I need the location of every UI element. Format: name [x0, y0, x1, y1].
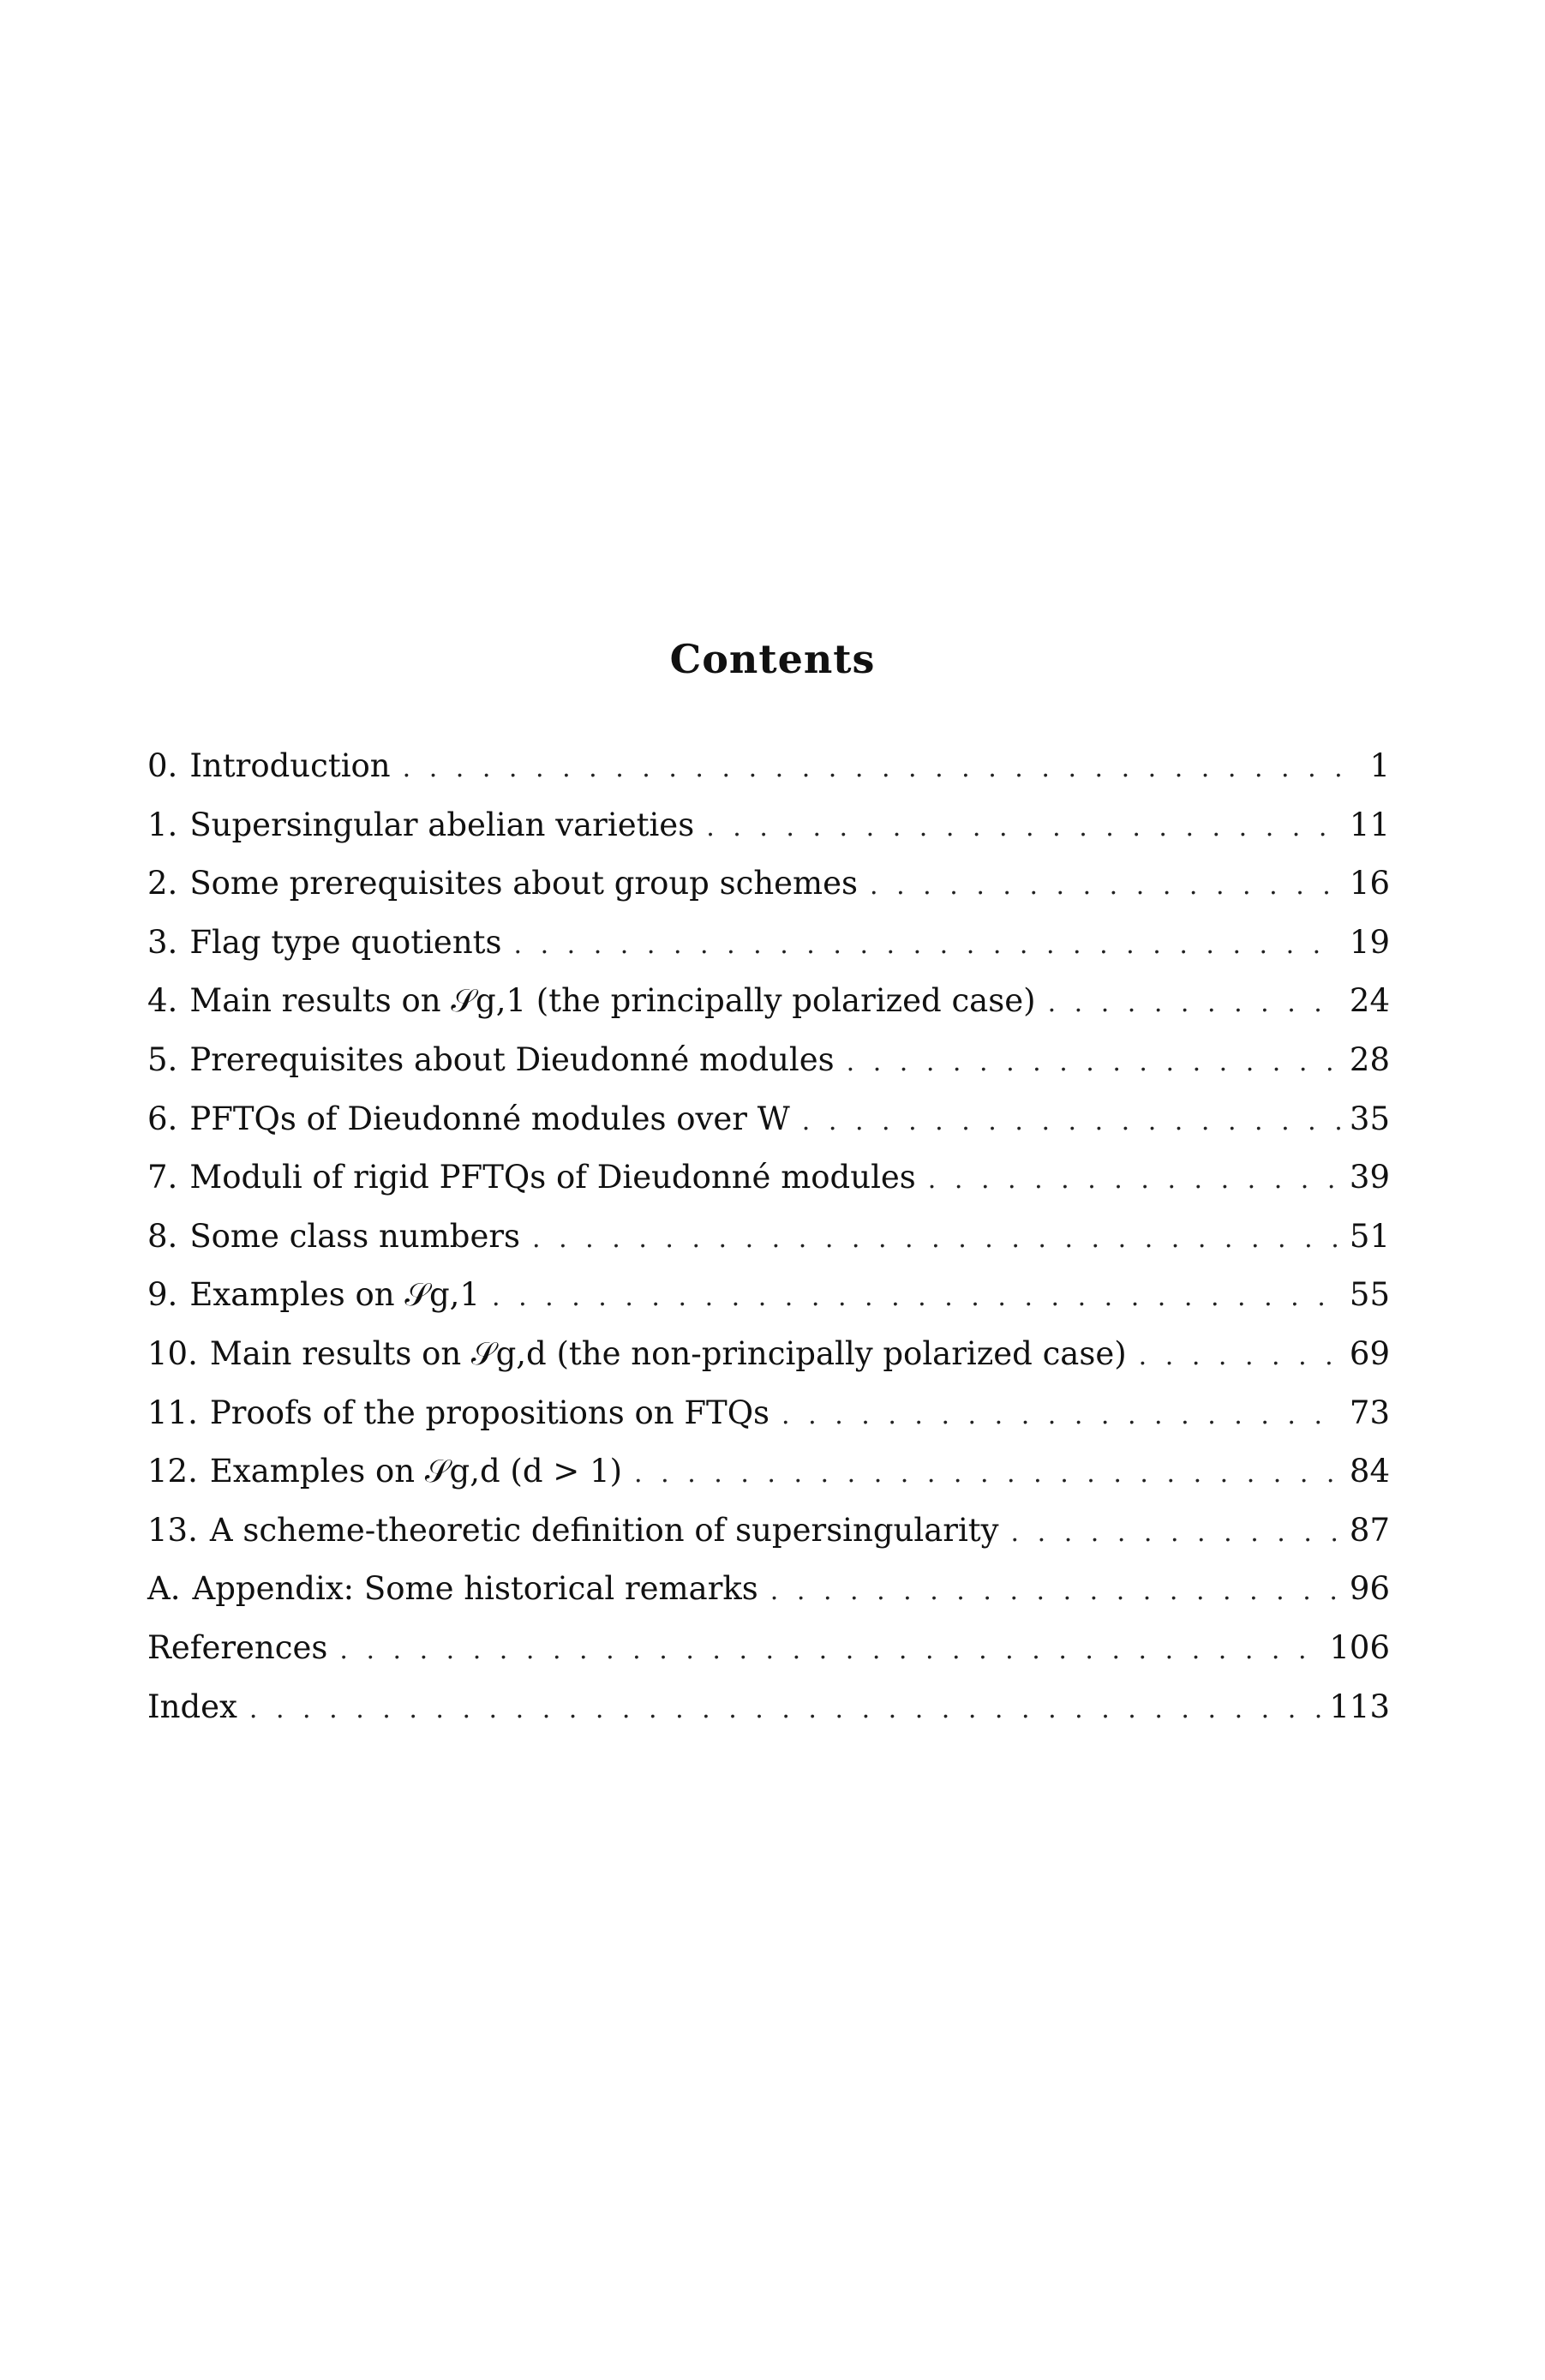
- toc-leader-dots: [339, 1635, 1320, 1665]
- toc-entry-title: Introduction: [189, 747, 391, 784]
- toc-entry-number: 11.: [147, 1394, 198, 1431]
- table-of-contents: [147, 747, 1390, 1747]
- toc-entry: [147, 1629, 1390, 1688]
- toc-entry: [147, 1159, 1390, 1218]
- toc-entry-page: 106: [1329, 1628, 1390, 1666]
- toc-entry: [147, 806, 1390, 866]
- toc-entry: [147, 1100, 1390, 1160]
- toc-leader-dots: [492, 1282, 1341, 1312]
- toc-entry-number: 2.: [147, 865, 178, 902]
- toc-entry-number: 12.: [147, 1453, 198, 1490]
- toc-entry: [147, 1276, 1390, 1335]
- toc-entry-number: 10.: [147, 1334, 198, 1372]
- toc-entry-number: 7.: [147, 1159, 178, 1196]
- toc-entry-page: 69: [1349, 1334, 1390, 1372]
- toc-entry-title: Moduli of rigid PFTQs of Dieudonné modules: [189, 1159, 916, 1196]
- toc-entry-title: A scheme-theoretic definition of supersingularity: [209, 1511, 999, 1549]
- toc-entry-title: Examples on 𝒮g,d (d > 1): [209, 1453, 623, 1490]
- toc-leader-dots: [928, 1165, 1341, 1195]
- toc-entry-title: Flag type quotients: [189, 923, 502, 961]
- toc-entry-number: 5.: [147, 1040, 178, 1078]
- toc-entry-page: 73: [1349, 1394, 1390, 1431]
- toc-entry-page: 1: [1369, 747, 1390, 784]
- toc-entry-number: 9.: [147, 1276, 178, 1314]
- toc-entry-page: 28: [1349, 1040, 1390, 1078]
- toc-entry: [147, 747, 1390, 806]
- page-title: Contents: [669, 636, 876, 682]
- toc-entry: [147, 1512, 1390, 1571]
- toc-entry-number: 1.: [147, 806, 178, 843]
- toc-entry-title: Some prerequisites about group schemes: [189, 865, 859, 902]
- toc-entry-page: 55: [1349, 1276, 1390, 1314]
- toc-entry: [147, 1041, 1390, 1100]
- toc-entry-page: 24: [1349, 982, 1390, 1020]
- toc-entry: [147, 1688, 1390, 1748]
- toc-entry: [147, 1453, 1390, 1512]
- toc-leader-dots: [249, 1694, 1320, 1724]
- toc-entry: [147, 1218, 1390, 1277]
- toc-entry-title: Main results on 𝒮g,1 (the principally polarized case): [189, 982, 1036, 1020]
- toc-entry-page: 16: [1349, 865, 1390, 902]
- toc-entry-page: 35: [1349, 1100, 1390, 1137]
- toc-leader-dots: [514, 930, 1341, 960]
- toc-leader-dots: [802, 1106, 1341, 1136]
- toc-entry-title: Index: [147, 1688, 237, 1725]
- toc-leader-dots: [847, 1047, 1341, 1077]
- toc-entry-page: 19: [1349, 923, 1390, 961]
- toc-leader-dots: [403, 753, 1362, 783]
- toc-entry-title: Prerequisites about Dieudonné modules: [189, 1040, 835, 1078]
- toc-entry: [147, 1335, 1390, 1394]
- toc-entry: [147, 865, 1390, 924]
- toc-leader-dots: [634, 1459, 1341, 1489]
- toc-entry-page: 39: [1349, 1159, 1390, 1196]
- toc-entry: [147, 924, 1390, 983]
- toc-leader-dots: [1048, 988, 1341, 1018]
- toc-leader-dots: [532, 1224, 1341, 1254]
- toc-entry: [147, 1394, 1390, 1454]
- toc-entry-number: 13.: [147, 1511, 198, 1549]
- toc-leader-dots: [1011, 1518, 1341, 1548]
- toc-entry-number: 0.: [147, 747, 178, 784]
- toc-entry-page: 51: [1349, 1217, 1390, 1255]
- toc-entry-title: Appendix: Some historical remarks: [192, 1570, 758, 1608]
- toc-leader-dots: [706, 812, 1341, 842]
- toc-entry: [147, 982, 1390, 1041]
- toc-entry-number: A.: [147, 1570, 181, 1608]
- toc-entry-title: Supersingular abelian varieties: [189, 806, 695, 843]
- toc-leader-dots: [870, 871, 1341, 901]
- toc-leader-dots: [770, 1576, 1341, 1606]
- toc-entry-number: 4.: [147, 982, 178, 1020]
- toc-entry-page: 11: [1349, 806, 1390, 843]
- toc-entry-number: 8.: [147, 1217, 178, 1255]
- toc-entry-number: 3.: [147, 923, 178, 961]
- toc-leader-dots: [781, 1400, 1341, 1430]
- toc-entry-title: Main results on 𝒮g,d (the non-principally polarized case): [209, 1334, 1127, 1372]
- toc-entry-page: 96: [1349, 1570, 1390, 1608]
- toc-entry-title: Proofs of the propositions on FTQs: [209, 1394, 770, 1431]
- toc-entry-title: Examples on 𝒮g,1: [189, 1276, 480, 1314]
- toc-entry-title: PFTQs of Dieudonné modules over W: [189, 1100, 790, 1137]
- toc-entry-page: 87: [1349, 1511, 1390, 1549]
- toc-entry-number: 6.: [147, 1100, 178, 1137]
- toc-entry: [147, 1570, 1390, 1629]
- toc-entry-title: Some class numbers: [189, 1217, 521, 1255]
- toc-leader-dots: [1139, 1341, 1341, 1371]
- toc-entry-page: 84: [1349, 1453, 1390, 1490]
- toc-entry-page: 113: [1329, 1688, 1390, 1725]
- toc-entry-title: References: [147, 1628, 328, 1666]
